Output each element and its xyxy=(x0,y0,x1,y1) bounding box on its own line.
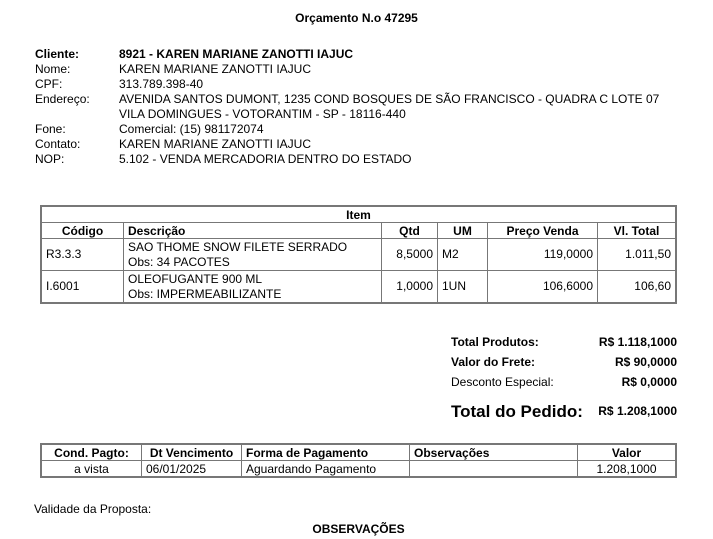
info-value: KAREN MARIANE ZANOTTI IAJUC xyxy=(119,62,312,76)
table-row xyxy=(41,461,676,478)
client-info-row xyxy=(35,62,659,77)
frete-label: Valor do Frete: xyxy=(451,355,536,369)
validade-label: Validade da Proposta: xyxy=(34,502,152,516)
pay-cond: a vista xyxy=(41,461,142,478)
col-venc: Dt Vencimento xyxy=(142,444,242,461)
items-table xyxy=(40,205,677,304)
info-label: Contato: xyxy=(35,137,81,151)
col-codigo: Código xyxy=(41,223,124,239)
table-row xyxy=(41,239,676,271)
col-total: Vl. Total xyxy=(598,223,677,239)
col-forma: Forma de Pagamento xyxy=(242,444,410,461)
total-produtos-value: R$ 1.118,1000 xyxy=(598,335,677,349)
page-title: Orçamento N.o 47295 xyxy=(295,11,418,25)
item-obs: Obs: IMPERMEABILIZANTE xyxy=(128,286,282,301)
total-pedido-value: R$ 1.208,1000 xyxy=(598,404,677,418)
info-value: 5.102 - VENDA MERCADORIA DENTRO DO ESTADO xyxy=(119,152,412,166)
info-value: AVENIDA SANTOS DUMONT, 1235 COND BOSQUES DE SÃO FRANCISCO - QUADRA C LOTE 07 xyxy=(119,92,660,106)
client-info xyxy=(35,47,659,167)
client-info-row xyxy=(35,137,659,152)
total-produtos-label: Total Produtos: xyxy=(451,335,539,349)
desconto-value: R$ 0,0000 xyxy=(621,375,677,389)
total-pedido-label: Total do Pedido: xyxy=(451,402,583,421)
item-desc-text: SAO THOME SNOW FILETE SERRADO xyxy=(128,239,348,254)
info-value: KAREN MARIANE ZANOTTI IAJUC xyxy=(119,137,312,151)
client-info-row xyxy=(35,122,659,137)
col-valor: Valor xyxy=(578,444,677,461)
totals xyxy=(451,332,677,422)
item-qtd: 1,0000 xyxy=(382,271,438,304)
item-code: I.6001 xyxy=(41,271,124,304)
pay-venc: 06/01/2025 xyxy=(142,461,242,478)
info-value: Comercial: (15) 981172074 xyxy=(119,122,264,136)
info-value: VILA DOMINGUES - VOTORANTIM - SP - 18116-440 xyxy=(119,107,406,121)
client-info-row xyxy=(35,152,659,167)
item-desc xyxy=(124,239,382,271)
info-value: 8921 - KAREN MARIANE ZANOTTI IAJUC xyxy=(119,47,354,61)
info-value: 313.789.398-40 xyxy=(119,77,204,91)
col-preco: Preço Venda xyxy=(488,223,598,239)
col-um: UM xyxy=(438,223,488,239)
item-um: M2 xyxy=(438,239,488,271)
item-qtd: 8,5000 xyxy=(382,239,438,271)
col-obs: Observações xyxy=(410,444,578,461)
info-label: Nome: xyxy=(35,62,71,76)
client-info-row xyxy=(35,107,659,122)
item-total: 1.011,50 xyxy=(598,239,677,271)
item-total: 106,60 xyxy=(598,271,677,304)
info-label xyxy=(35,107,119,122)
pay-forma: Aguardando Pagamento xyxy=(242,461,410,478)
item-price: 119,0000 xyxy=(488,239,598,271)
frete-value: R$ 90,0000 xyxy=(614,355,677,369)
client-info-row xyxy=(35,77,659,92)
info-label: NOP: xyxy=(35,152,65,166)
item-obs: Obs: 34 PACOTES xyxy=(128,254,230,269)
info-label: Endereço: xyxy=(35,92,90,106)
col-qtd: Qtd xyxy=(382,223,438,239)
pay-obs xyxy=(410,461,578,478)
observacoes-title: OBSERVAÇÕES xyxy=(312,522,405,536)
item-um: 1UN xyxy=(438,271,488,304)
item-desc-text: OLEOFUGANTE 900 ML xyxy=(128,271,263,286)
item-desc xyxy=(124,271,382,304)
items-caption: Item xyxy=(41,206,676,223)
info-label: Cliente: xyxy=(35,47,80,61)
info-label: CPF: xyxy=(35,77,63,91)
info-label: Fone: xyxy=(35,122,66,136)
client-info-row xyxy=(35,47,659,62)
item-code: R3.3.3 xyxy=(41,239,124,271)
desconto-label: Desconto Especial: xyxy=(451,375,554,389)
col-cond: Cond. Pagto: xyxy=(41,444,142,461)
pay-valor: 1.208,1000 xyxy=(578,461,677,478)
col-descricao: Descrição xyxy=(124,223,382,239)
client-info-row xyxy=(35,92,659,107)
table-row xyxy=(41,271,676,304)
payment-table xyxy=(40,443,677,478)
item-price: 106,6000 xyxy=(488,271,598,304)
